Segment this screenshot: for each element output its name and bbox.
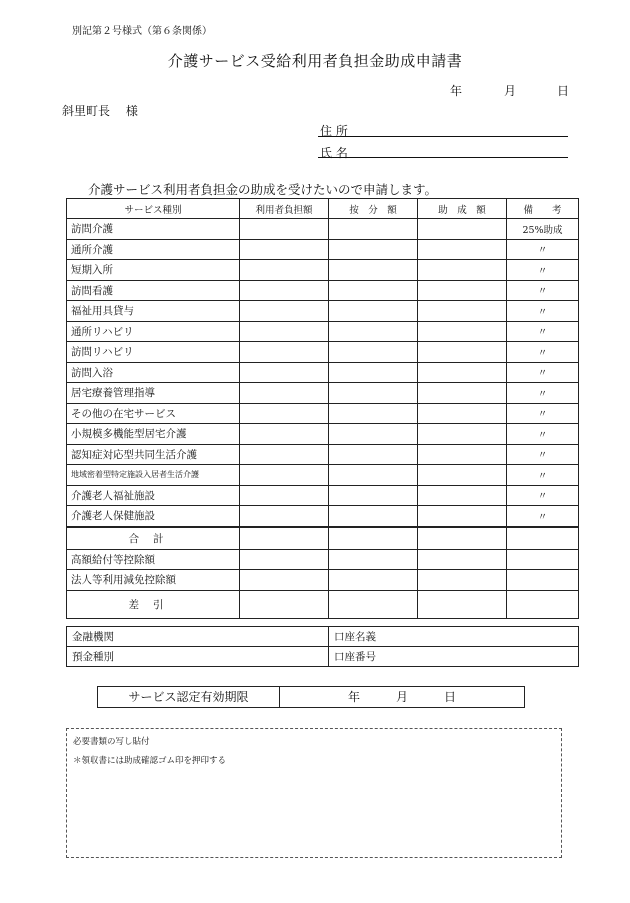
apportioned-cell[interactable] bbox=[329, 465, 418, 486]
subsidy-cell[interactable] bbox=[418, 219, 507, 240]
apportioned-cell[interactable] bbox=[329, 321, 418, 342]
subsidy-cell[interactable] bbox=[418, 444, 507, 465]
subsidy-cell[interactable] bbox=[418, 280, 507, 301]
table-row bbox=[67, 444, 579, 465]
user-burden-cell[interactable] bbox=[240, 403, 329, 424]
bank-row bbox=[67, 627, 579, 647]
validity-month-label: 月 bbox=[395, 690, 408, 704]
service-name: 通所介護 bbox=[67, 239, 240, 260]
service-name: 訪問入浴 bbox=[67, 362, 240, 383]
account-name-field[interactable] bbox=[329, 627, 579, 647]
table-row bbox=[67, 342, 579, 363]
service-name: 居宅療養管理指導 bbox=[67, 383, 240, 404]
user-burden-cell[interactable] bbox=[240, 362, 329, 383]
remarks-cell: 25%助成 bbox=[507, 219, 579, 240]
service-name: 訪問介護 bbox=[67, 219, 240, 240]
corporate-reduction-label: 法人等利用減免控除額 bbox=[67, 570, 240, 591]
apportioned-cell[interactable] bbox=[329, 424, 418, 445]
subsidy-cell[interactable] bbox=[418, 465, 507, 486]
subsidy-cell[interactable] bbox=[418, 239, 507, 260]
user-burden-cell[interactable] bbox=[240, 506, 329, 527]
bank-info-table bbox=[66, 626, 579, 667]
name-field[interactable] bbox=[318, 157, 568, 158]
attachment-instruction: 必要書類の写し貼付 bbox=[73, 737, 150, 747]
date-year-label: 年 bbox=[450, 84, 463, 98]
remarks-cell: 〃 bbox=[507, 424, 579, 445]
service-name: 短期入所 bbox=[67, 260, 240, 281]
apportioned-cell[interactable] bbox=[329, 239, 418, 260]
table-row bbox=[67, 465, 579, 486]
deduction-cell[interactable] bbox=[240, 570, 329, 591]
total-label: 合計 bbox=[67, 527, 240, 550]
header-apportioned: 按 分 額 bbox=[329, 199, 418, 219]
remarks-cell: 〃 bbox=[507, 321, 579, 342]
subsidy-cell[interactable] bbox=[418, 424, 507, 445]
total-user-burden[interactable] bbox=[240, 527, 329, 550]
deposit-type-label: 預金種別 bbox=[72, 651, 114, 663]
table-row bbox=[67, 506, 579, 527]
certification-validity-box bbox=[97, 686, 525, 708]
financial-institution-field[interactable] bbox=[67, 627, 329, 647]
deduction-cell[interactable] bbox=[329, 549, 418, 570]
table-row bbox=[67, 321, 579, 342]
financial-institution-label: 金融機関 bbox=[72, 631, 114, 643]
service-name: その他の在宅サービス bbox=[67, 403, 240, 424]
validity-year-label: 年 bbox=[347, 690, 360, 704]
difference-row bbox=[67, 590, 579, 618]
apportioned-cell[interactable] bbox=[329, 260, 418, 281]
table-row bbox=[67, 424, 579, 445]
user-burden-cell[interactable] bbox=[240, 383, 329, 404]
document-title: 介護サービス受給利用者負担金助成申請書 bbox=[167, 52, 463, 70]
service-name: 訪問看護 bbox=[67, 280, 240, 301]
deduction-cell[interactable] bbox=[418, 549, 507, 570]
subsidy-cell[interactable] bbox=[418, 485, 507, 506]
remarks-cell: 〃 bbox=[507, 403, 579, 424]
receipt-stamp-note: ＊領収書には助成確認ゴム印を押印する bbox=[73, 756, 227, 766]
service-name: 認知症対応型共同生活介護 bbox=[67, 444, 240, 465]
service-name: 介護老人福祉施設 bbox=[67, 485, 240, 506]
table-row bbox=[67, 362, 579, 383]
service-name: 福祉用具貸与 bbox=[67, 301, 240, 322]
date-month-label: 月 bbox=[504, 84, 517, 98]
apportioned-cell[interactable] bbox=[329, 342, 418, 363]
table-row bbox=[67, 301, 579, 322]
validity-day-label: 日 bbox=[443, 690, 456, 704]
user-burden-cell[interactable] bbox=[240, 444, 329, 465]
remarks-cell: 〃 bbox=[507, 239, 579, 260]
high-cost-deduction-row bbox=[67, 549, 579, 570]
service-cost-table bbox=[66, 198, 579, 619]
deduction-remarks bbox=[507, 570, 579, 591]
remarks-cell: 〃 bbox=[507, 280, 579, 301]
difference-cell[interactable] bbox=[418, 590, 507, 618]
application-statement: 介護サービス利用者負担金の助成を受けたいので申請します。 bbox=[88, 182, 438, 197]
subsidy-cell[interactable] bbox=[418, 321, 507, 342]
account-number-field[interactable] bbox=[329, 647, 579, 667]
difference-remarks bbox=[507, 590, 579, 618]
header-user-burden: 利用者負担額 bbox=[240, 199, 329, 219]
apportioned-cell[interactable] bbox=[329, 383, 418, 404]
table-row bbox=[67, 280, 579, 301]
total-row bbox=[67, 527, 579, 550]
corporate-reduction-row bbox=[67, 570, 579, 591]
remarks-cell: 〃 bbox=[507, 444, 579, 465]
deduction-cell[interactable] bbox=[418, 570, 507, 591]
subsidy-cell[interactable] bbox=[418, 342, 507, 363]
apportioned-cell[interactable] bbox=[329, 444, 418, 465]
deduction-cell[interactable] bbox=[329, 570, 418, 591]
user-burden-cell[interactable] bbox=[240, 485, 329, 506]
apportioned-cell[interactable] bbox=[329, 362, 418, 383]
service-name: 小規模多機能型居宅介護 bbox=[67, 424, 240, 445]
difference-label: 差引 bbox=[67, 590, 240, 618]
user-burden-cell[interactable] bbox=[240, 321, 329, 342]
service-name: 地域密着型特定施設入居者生活介護 bbox=[67, 465, 240, 486]
subsidy-cell[interactable] bbox=[418, 506, 507, 527]
deposit-type-field[interactable] bbox=[67, 647, 329, 667]
subsidy-cell[interactable] bbox=[418, 362, 507, 383]
user-burden-cell[interactable] bbox=[240, 219, 329, 240]
deduction-remarks bbox=[507, 549, 579, 570]
remarks-cell: 〃 bbox=[507, 485, 579, 506]
table-header-row bbox=[67, 199, 579, 219]
table-row bbox=[67, 219, 579, 240]
header-service-type: サービス種別 bbox=[67, 199, 240, 219]
difference-cell[interactable] bbox=[240, 590, 329, 618]
remarks-cell: 〃 bbox=[507, 342, 579, 363]
apportioned-cell[interactable] bbox=[329, 485, 418, 506]
table-row bbox=[67, 403, 579, 424]
user-burden-cell[interactable] bbox=[240, 239, 329, 260]
remarks-cell: 〃 bbox=[507, 362, 579, 383]
total-apportioned[interactable] bbox=[329, 527, 418, 550]
apportioned-cell[interactable] bbox=[329, 506, 418, 527]
addressee: 斜里町長 様 bbox=[62, 104, 138, 118]
date-day-label: 日 bbox=[557, 84, 570, 98]
service-name: 介護老人保健施設 bbox=[67, 506, 240, 527]
apportioned-cell[interactable] bbox=[329, 280, 418, 301]
subsidy-cell[interactable] bbox=[418, 403, 507, 424]
bank-row bbox=[67, 647, 579, 667]
subsidy-cell[interactable] bbox=[418, 260, 507, 281]
account-number-label: 口座番号 bbox=[334, 651, 376, 663]
total-subsidy[interactable] bbox=[418, 527, 507, 550]
validity-date-field[interactable] bbox=[280, 687, 524, 707]
table-row bbox=[67, 383, 579, 404]
difference-cell[interactable] bbox=[329, 590, 418, 618]
deduction-cell[interactable] bbox=[240, 549, 329, 570]
remarks-cell: 〃 bbox=[507, 383, 579, 404]
address-field[interactable] bbox=[318, 136, 568, 137]
high-cost-deduction-label: 高額給付等控除額 bbox=[67, 549, 240, 570]
account-name-label: 口座名義 bbox=[334, 631, 376, 643]
table-row bbox=[67, 239, 579, 260]
subsidy-cell[interactable] bbox=[418, 301, 507, 322]
user-burden-cell[interactable] bbox=[240, 260, 329, 281]
apportioned-cell[interactable] bbox=[329, 403, 418, 424]
validity-label: サービス認定有効期限 bbox=[98, 687, 280, 707]
service-name: 通所リハビリ bbox=[67, 321, 240, 342]
user-burden-cell[interactable] bbox=[240, 465, 329, 486]
form-number: 別記第２号様式（第６条関係） bbox=[72, 26, 212, 37]
service-name: 訪問リハビリ bbox=[67, 342, 240, 363]
address-label: 住 所 bbox=[320, 124, 348, 138]
name-label: 氏 名 bbox=[320, 146, 348, 160]
remarks-cell: 〃 bbox=[507, 301, 579, 322]
user-burden-cell[interactable] bbox=[240, 342, 329, 363]
apportioned-cell[interactable] bbox=[329, 301, 418, 322]
user-burden-cell[interactable] bbox=[240, 424, 329, 445]
table-row bbox=[67, 485, 579, 506]
apportioned-cell[interactable] bbox=[329, 219, 418, 240]
header-subsidy: 助 成 額 bbox=[418, 199, 507, 219]
attachment-area bbox=[66, 728, 562, 858]
user-burden-cell[interactable] bbox=[240, 280, 329, 301]
subsidy-cell[interactable] bbox=[418, 383, 507, 404]
remarks-cell: 〃 bbox=[507, 506, 579, 527]
total-remarks bbox=[507, 527, 579, 550]
header-remarks: 備 考 bbox=[507, 199, 579, 219]
user-burden-cell[interactable] bbox=[240, 301, 329, 322]
table-row bbox=[67, 260, 579, 281]
remarks-cell: 〃 bbox=[507, 260, 579, 281]
remarks-cell: 〃 bbox=[507, 465, 579, 486]
